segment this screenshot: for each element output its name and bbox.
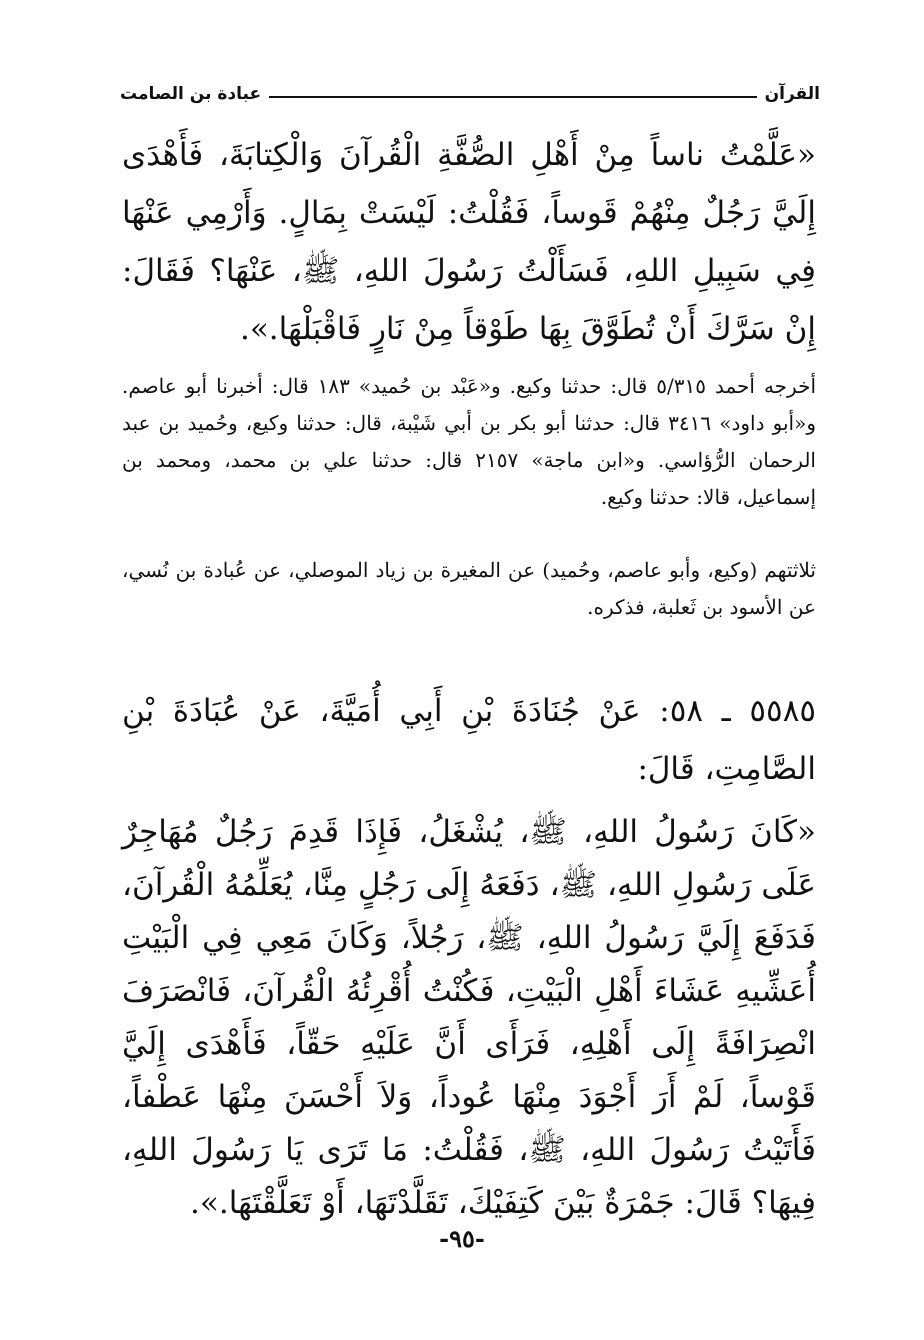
hadith-2-heading: ٥٥٨٥ ـ ٥٨: عَنْ جُنَادَةَ بْنِ أَبِي أُمَيَّةَ، عَنْ عُبَادَةَ بْنِ الصَّامِتِ، قَالَ: (122, 693, 816, 787)
hadith-1-text: «عَلَّمْتُ ناساً مِنْ أَهْلِ الصُّفَّةِ الْقُرآنَ وَالْكِتابَةَ، فَأَهْدَى إِلَيَّ رَجُلٌ مِنْهُمْ قَوساً، فَقُلْتُ: لَيْسَتْ بِمَالٍ. وَأَرْمِي عَنْهَا فِي سَبِيلِ اللهِ، فَسَأَلْتُ رَسُولَ اللهِ، ﷺ، عَنْهَا؟ فَقَالَ: إِنْ سَرَّكَ أَنْ تُطَوَّقَ بِهَا طَوْقاً مِنْ نَارٍ فَاقْبَلْهَا.». (122, 137, 816, 347)
takhrij-paragraph-2: ثلاثتهم (وكيع، وأبو عاصم، وحُميد) عن المغيرة بن زياد الموصلي، عن عُبادة بن نُسي، عن الأسود بن ثَعلبة، فذكره. (122, 558, 816, 619)
takhrij-paragraph-1: أخرجه أحمد ٥/٣١٥ قال: حدثنا وكيع. و«عَبْد بن حُميد» ١٨٣ قال: أخبرنا أبو عاصم. و«أبو داود» ٣٤١٦ قال: حدثنا أبو بكر بن أبي شَيْبة، قال: حدثنا وكيع، وحُميد بن عبد الرحمان الرُّؤاسي. و«ابن ماجة» ٢١٥٧ قال: حدثنا علي بن محمد، ومحمد بن إسماعيل، قالا: حدثنا وكيع. (122, 374, 816, 509)
running-header (120, 74, 820, 104)
page-number: -٩٥- (439, 1224, 485, 1253)
header-companion-name: عبادة بن الصامت (120, 84, 262, 104)
header-rule (269, 96, 757, 98)
header-chapter-title: القرآن (764, 84, 820, 104)
hadith-2-text: «كَانَ رَسُولُ اللهِ، ﷺ، يُشْغَلُ، فَإِذَا قَدِمَ رَجُلٌ مُهَاجِرٌ عَلَى رَسُولِ اللهِ، ﷺ، دَفَعَهُ إِلَى رَجُلٍ مِنَّا، يُعَلِّمُهُ الْقُرآنَ، فَدَفَعَ إِلَيَّ رَسُولُ اللهِ، ﷺ، رَجُلاً، وَكَانَ مَعِي فِي الْبَيْتِ أُعَشِّيهِ عَشَاءَ أَهْلِ الْبَيْتِ، فَكُنْتُ أُقْرِئُهُ الْقُرآنَ، فَانْصَرَفَ انْصِرَافَةً إِلَى أَهْلِهِ، فَرَأَى أَنَّ عَلَيْهِ حَقّاً، فَأَهْدَى إِلَيَّ قَوْساً، لَمْ أَرَ أَجْوَدَ مِنْهَا عُوداً، وَلاَ أَحْسَنَ مِنْهَا عَطْفاً، فَأَتَيْتُ رَسُولَ اللهِ، ﷺ، فَقُلْتُ: مَا تَرَى يَا رَسُولَ اللهِ، فِيهَا؟ قَالَ: جَمْرَةٌ بَيْنَ كَتِفَيْكَ، تَقَلَّدْتَهَا، أَوْ تَعَلَّقْتَهَا.». (122, 814, 816, 1221)
